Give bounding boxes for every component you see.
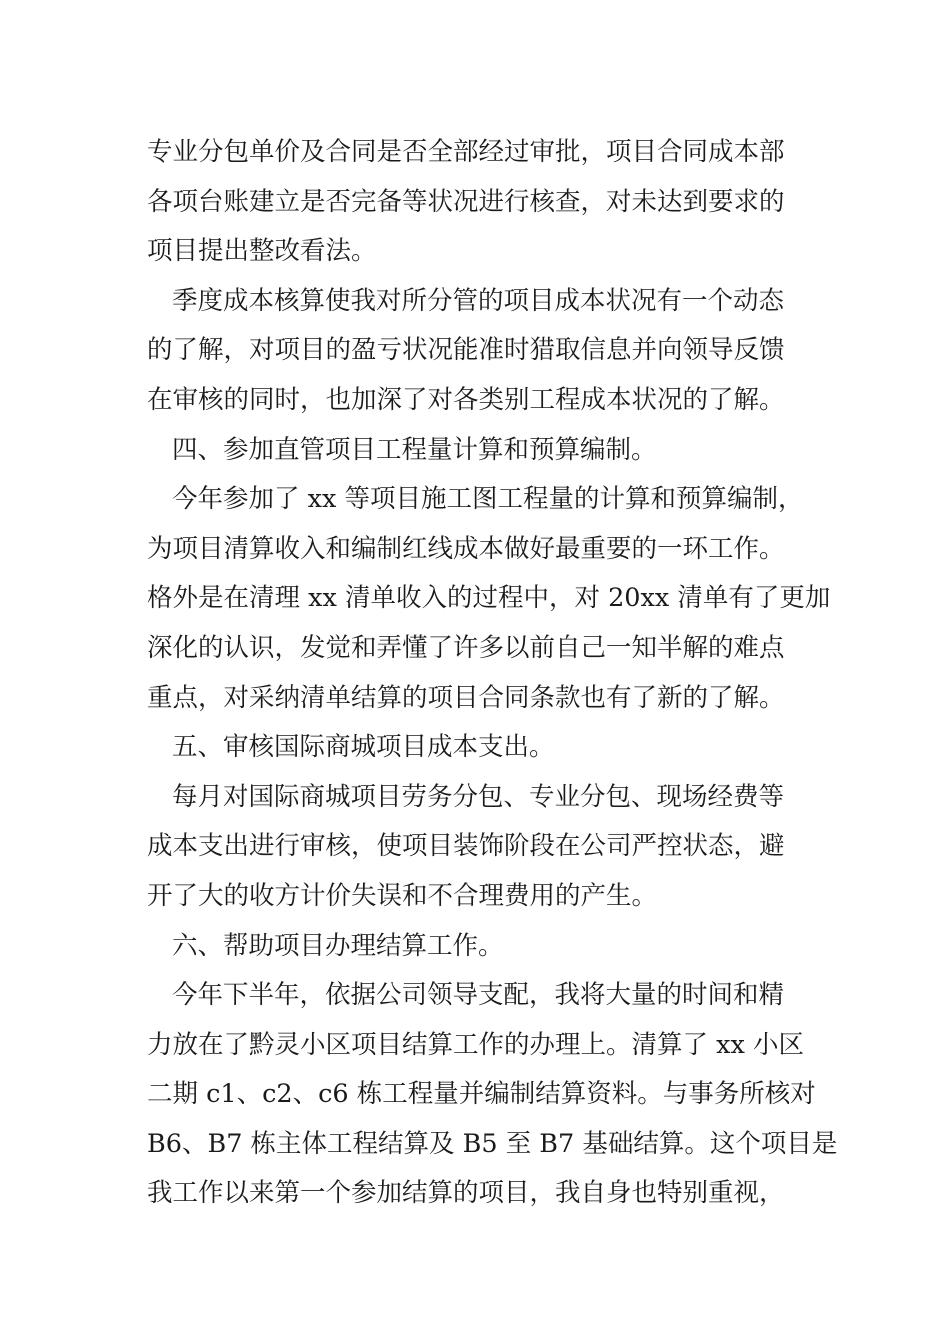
text-line: 各项台账建立是否完备等状况进行核查，对未达到要求的 (147, 186, 785, 217)
text-line: B6、B7 栋主体工程结算及 B5 至 B7 基础结算。这个项目是 (147, 1128, 838, 1159)
text-line: 成本支出进行审核，使项目装饰阶段在公司严控状态，避 (147, 831, 785, 862)
text-line: 为项目清算收入和编制红线成本做好最重要的一环工作。 (147, 533, 785, 564)
text-line: 项目提出整改看法。 (147, 236, 377, 267)
text-line: 深化的认识，发觉和弄懂了许多以前自己一知半解的难点 (147, 632, 785, 663)
text-line: 今年下半年，依据公司领导支配，我将大量的时间和精 (172, 980, 785, 1011)
text-line: 的了解，对项目的盈亏状况能准时猎取信息并向领导反馈 (147, 335, 785, 366)
text-line: 季度成本核算使我对所分管的项目成本状况有一个动态 (172, 285, 785, 316)
text-line: 四、参加直管项目工程量计算和预算编制。 (172, 434, 657, 465)
text-line: 开了大的收方计价失误和不合理费用的产生。 (147, 880, 658, 911)
text-line: 力放在了黔灵小区项目结算工作的办理上。清算了 xx 小区 (147, 1029, 804, 1060)
text-line: 重点，对采纳清单结算的项目合同条款也有了新的了解。 (147, 682, 785, 713)
text-line: 六、帮助项目办理结算工作。 (172, 930, 504, 961)
text-line: 今年参加了 xx 等项目施工图工程量的计算和预算编制， (172, 484, 804, 515)
text-line: 五、审核国际商城项目成本支出。 (172, 732, 555, 763)
text-line: 二期 c1、c2、c6 栋工程量并编制结算资料。与事务所核对 (147, 1079, 816, 1110)
text-line: 专业分包单价及合同是否全部经过审批，项目合同成本部 (147, 137, 785, 167)
document-body (147, 128, 838, 1219)
text-line: 格外是在清理 xx 清单收入的过程中，对 20xx 清单有了更加 (147, 583, 831, 614)
text-line: 我工作以来第一个参加结算的项目，我自身也特别重视， (147, 1178, 785, 1209)
text-line: 在审核的同时，也加深了对各类别工程成本状况的了解。 (147, 384, 785, 415)
text-line: 每月对国际商城项目劳务分包、专业分包、现场经费等 (172, 781, 785, 812)
